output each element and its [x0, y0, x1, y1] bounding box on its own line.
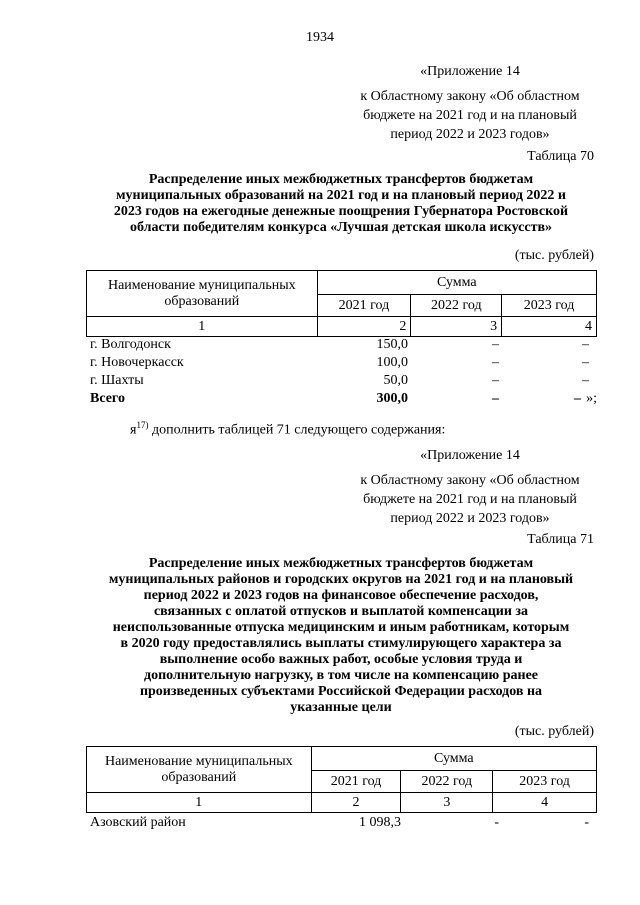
column-sum-header: Сумма — [317, 271, 596, 295]
table-70-heading — [86, 172, 596, 236]
year-header: 2022 год — [401, 771, 493, 793]
year-header: 2023 год — [502, 295, 597, 317]
intro-prefix: я — [130, 422, 137, 438]
heading-line: неиспользованные отпуска медицинским и иным работникам, которым — [112, 620, 570, 635]
annex-header-1 — [330, 62, 610, 144]
heading-line: области победителям конкурса «Лучшая детская школа искусств» — [129, 220, 553, 235]
row-value-2021: 50,0 — [383, 373, 408, 388]
heading-line: связанных с оплатой отпусков и выплатой компенсации за — [153, 604, 529, 619]
column-name-line: образований — [161, 769, 237, 785]
annex-line: период 2022 и 2023 годов» — [390, 127, 550, 142]
row-value-2023: - — [584, 815, 589, 830]
column-number: 4 — [502, 317, 597, 337]
row-value-2022: – — [492, 337, 499, 352]
column-name-line: Наименование муниципальных — [107, 277, 296, 293]
row-value-2021: 1 098,3 — [359, 815, 401, 830]
row-value-2023: – — [582, 355, 589, 370]
annex-title: «Приложение 14 — [420, 64, 520, 79]
row-value-2022: – — [492, 373, 499, 388]
intro-text: дополнить таблицей 71 следующего содержания: — [148, 422, 446, 438]
annex-line: период 2022 и 2023 годов» — [390, 511, 550, 526]
table-71-units: (тыс. рублей) — [514, 724, 594, 739]
heading-line: период 2022 и 2023 годов на финансовое обеспечение расходов, — [143, 588, 539, 603]
table-row — [86, 372, 597, 390]
table-row — [86, 814, 597, 832]
column-number: 2 — [317, 317, 411, 337]
table-row — [86, 336, 597, 354]
table-71-label: Таблица 71 — [527, 532, 594, 547]
annex-line: бюджете на 2021 год и на плановый — [363, 492, 577, 507]
amendment-intro — [130, 420, 445, 439]
heading-line: Распределение иных межбюджетных трансфертов бюджетам — [148, 172, 534, 187]
heading-line: выполнение особо важных работ, особые условия труда и — [159, 652, 523, 667]
table-70-body — [86, 336, 597, 408]
column-number: 1 — [87, 793, 312, 813]
heading-line: в 2020 году предоставлялись выплаты стимулирующего характера за — [120, 636, 562, 651]
row-value-2021: 150,0 — [376, 337, 408, 352]
column-name-line: Наименование муниципальных — [104, 753, 293, 769]
table-71-body — [86, 814, 597, 832]
column-name-line: образований — [164, 293, 240, 309]
year-header: 2021 год — [317, 295, 411, 317]
column-number: 3 — [401, 793, 493, 813]
table-71-header — [86, 746, 597, 813]
annex-line: к Областному закону «Об областном — [360, 473, 580, 488]
heading-line: указанные цели — [290, 700, 392, 715]
column-sum-header: Сумма — [311, 747, 596, 771]
row-name: Азовский район — [90, 815, 186, 830]
heading-line: Распределение иных межбюджетных трансфертов бюджетам — [148, 556, 534, 571]
heading-line: муниципальных образований на 2021 год и на плановый период 2022 и — [116, 188, 566, 203]
row-name: г. Шахты — [90, 373, 144, 388]
row-value-2023: – — [582, 373, 589, 388]
intro-superscript: 17) — [136, 420, 149, 430]
table-70-header — [86, 270, 597, 337]
table-row — [86, 354, 597, 372]
annex-line: к Областному закону «Об областном — [360, 89, 580, 104]
heading-line: дополнительную нагрузку, в том числе на компенсацию ранее — [143, 668, 538, 683]
table-71-heading — [86, 556, 596, 716]
row-value-2022: – — [492, 355, 499, 370]
row-value-2023: – — [582, 337, 589, 352]
column-name-header — [87, 271, 318, 317]
table-70-units: (тыс. рублей) — [514, 248, 594, 263]
column-number: 1 — [87, 317, 318, 337]
total-value-2022: – — [492, 391, 499, 406]
column-number: 2 — [311, 793, 401, 813]
row-value-2022: - — [494, 815, 499, 830]
annex-line: бюджете на 2021 год и на плановый — [363, 108, 577, 123]
table-total-row — [86, 390, 597, 408]
total-value-2023: – — [574, 391, 581, 406]
year-header: 2021 год — [311, 771, 401, 793]
total-name: Всего — [90, 391, 125, 406]
total-value-2021: 300,0 — [376, 391, 408, 406]
row-name: г. Волгодонск — [90, 337, 171, 352]
heading-line: муниципальных районов и городских округов на 2021 год и на плановый — [108, 572, 574, 587]
column-number: 4 — [493, 793, 597, 813]
annex-title: «Приложение 14 — [420, 448, 520, 463]
row-value-2021: 100,0 — [376, 355, 408, 370]
table-70-label: Таблица 70 — [527, 149, 594, 164]
year-header: 2022 год — [411, 295, 502, 317]
row-name: г. Новочеркасск — [90, 355, 184, 370]
page-number: 1934 — [306, 30, 334, 45]
heading-line: 2023 годов на ежегодные денежные поощрения Губернатора Ростовской — [113, 204, 569, 219]
column-name-header — [87, 747, 312, 793]
column-number: 3 — [411, 317, 502, 337]
heading-line: произведенных субъектами Российской Федерации расходов на — [139, 684, 543, 699]
annex-header-2 — [330, 446, 610, 528]
year-header: 2023 год — [493, 771, 597, 793]
total-tail: »; — [586, 391, 597, 406]
